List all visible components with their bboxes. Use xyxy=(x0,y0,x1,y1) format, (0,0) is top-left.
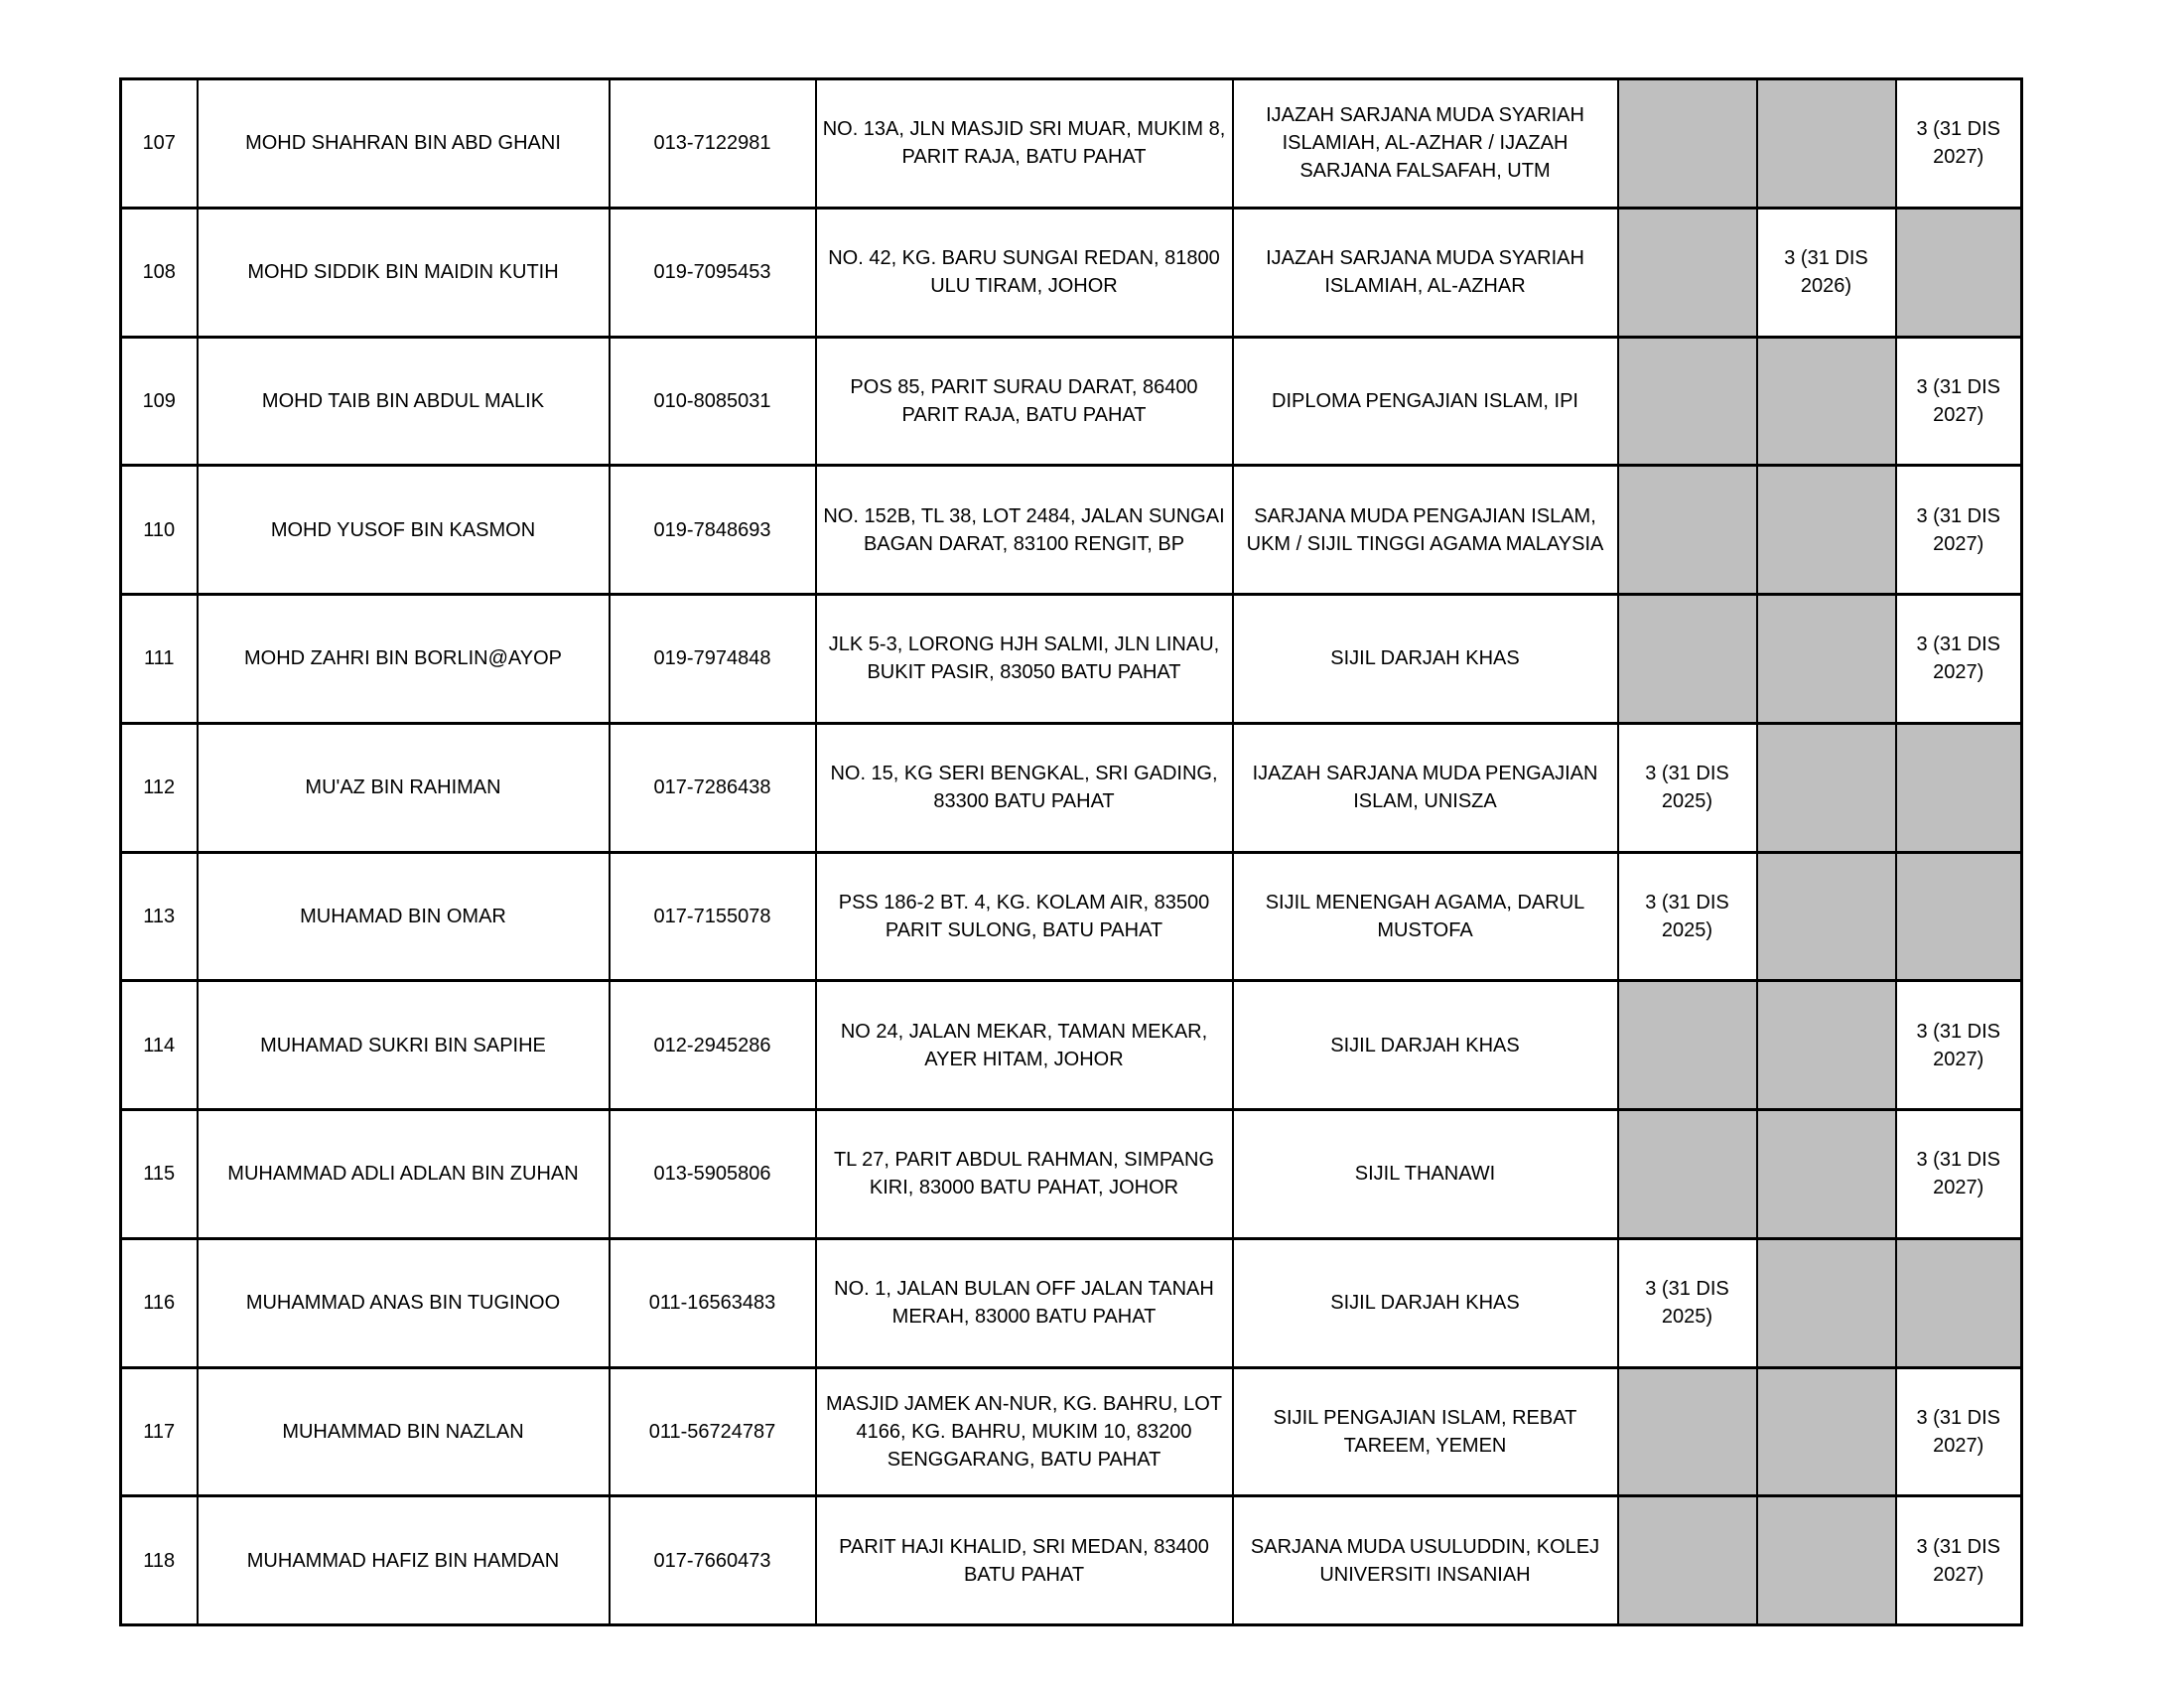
cell-phone: 010-8085031 xyxy=(610,337,816,466)
cell-renewal-2025 xyxy=(1618,466,1757,595)
cell-phone: 013-5905806 xyxy=(610,1110,816,1239)
cell-row-number: 115 xyxy=(121,1110,198,1239)
cell-renewal-2027 xyxy=(1896,852,2022,981)
cell-address: NO. 152B, TL 38, LOT 2484, JALAN SUNGAI BAGAN DARAT, 83100 RENGIT, BP xyxy=(816,466,1233,595)
cell-renewal-2027: 3 (31 DIS 2027) xyxy=(1896,1496,2022,1625)
cell-renewal-2027: 3 (31 DIS 2027) xyxy=(1896,79,2022,209)
cell-address: NO. 13A, JLN MASJID SRI MUAR, MUKIM 8, PARIT RAJA, BATU PAHAT xyxy=(816,79,1233,209)
cell-qualification: IJAZAH SARJANA MUDA PENGAJIAN ISLAM, UNISZA xyxy=(1233,723,1618,852)
cell-qualification: SARJANA MUDA PENGAJIAN ISLAM, UKM / SIJIL TINGGI AGAMA MALAYSIA xyxy=(1233,466,1618,595)
cell-address: POS 85, PARIT SURAU DARAT, 86400 PARIT RAJA, BATU PAHAT xyxy=(816,337,1233,466)
cell-renewal-2027 xyxy=(1896,723,2022,852)
cell-address: PSS 186-2 BT. 4, KG. KOLAM AIR, 83500 PARIT SULONG, BATU PAHAT xyxy=(816,852,1233,981)
cell-row-number: 110 xyxy=(121,466,198,595)
cell-row-number: 111 xyxy=(121,595,198,724)
cell-renewal-2026 xyxy=(1757,852,1896,981)
cell-phone: 011-16563483 xyxy=(610,1238,816,1367)
cell-qualification: SIJIL DARJAH KHAS xyxy=(1233,981,1618,1110)
table-row xyxy=(121,1367,2022,1496)
cell-qualification: IJAZAH SARJANA MUDA SYARIAH ISLAMIAH, AL-AZHAR xyxy=(1233,208,1618,337)
cell-name: MUHAMMAD HAFIZ BIN HAMDAN xyxy=(198,1496,610,1625)
cell-row-number: 108 xyxy=(121,208,198,337)
cell-name: MUHAMMAD ANAS BIN TUGINOO xyxy=(198,1238,610,1367)
cell-renewal-2025 xyxy=(1618,981,1757,1110)
cell-qualification: SIJIL THANAWI xyxy=(1233,1110,1618,1239)
cell-renewal-2026 xyxy=(1757,337,1896,466)
cell-renewal-2027 xyxy=(1896,208,2022,337)
cell-renewal-2025 xyxy=(1618,1496,1757,1625)
cell-name: MOHD TAIB BIN ABDUL MALIK xyxy=(198,337,610,466)
cell-name: MOHD SHAHRAN BIN ABD GHANI xyxy=(198,79,610,209)
cell-renewal-2025: 3 (31 DIS 2025) xyxy=(1618,723,1757,852)
roster-table-sheet xyxy=(119,77,2023,1626)
cell-renewal-2026 xyxy=(1757,1496,1896,1625)
cell-renewal-2027: 3 (31 DIS 2027) xyxy=(1896,1110,2022,1239)
cell-renewal-2027 xyxy=(1896,1238,2022,1367)
cell-renewal-2025: 3 (31 DIS 2025) xyxy=(1618,852,1757,981)
cell-row-number: 116 xyxy=(121,1238,198,1367)
cell-row-number: 118 xyxy=(121,1496,198,1625)
cell-renewal-2026: 3 (31 DIS 2026) xyxy=(1757,208,1896,337)
cell-renewal-2025: 3 (31 DIS 2025) xyxy=(1618,1238,1757,1367)
cell-address: JLK 5-3, LORONG HJH SALMI, JLN LINAU, BUKIT PASIR, 83050 BATU PAHAT xyxy=(816,595,1233,724)
cell-qualification: SARJANA MUDA USULUDDIN, KOLEJ UNIVERSITI INSANIAH xyxy=(1233,1496,1618,1625)
cell-name: MU'AZ BIN RAHIMAN xyxy=(198,723,610,852)
cell-renewal-2026 xyxy=(1757,1367,1896,1496)
cell-name: MUHAMAD BIN OMAR xyxy=(198,852,610,981)
cell-phone: 019-7095453 xyxy=(610,208,816,337)
cell-address: NO. 42, KG. BARU SUNGAI REDAN, 81800 ULU TIRAM, JOHOR xyxy=(816,208,1233,337)
cell-name: MOHD SIDDIK BIN MAIDIN KUTIH xyxy=(198,208,610,337)
cell-phone: 017-7660473 xyxy=(610,1496,816,1625)
cell-renewal-2027: 3 (31 DIS 2027) xyxy=(1896,981,2022,1110)
cell-name: MUHAMMAD BIN NAZLAN xyxy=(198,1367,610,1496)
cell-row-number: 117 xyxy=(121,1367,198,1496)
cell-renewal-2026 xyxy=(1757,595,1896,724)
cell-renewal-2026 xyxy=(1757,1110,1896,1239)
table-row xyxy=(121,595,2022,724)
cell-renewal-2026 xyxy=(1757,79,1896,209)
cell-address: PARIT HAJI KHALID, SRI MEDAN, 83400 BATU PAHAT xyxy=(816,1496,1233,1625)
cell-qualification: DIPLOMA PENGAJIAN ISLAM, IPI xyxy=(1233,337,1618,466)
cell-qualification: IJAZAH SARJANA MUDA SYARIAH ISLAMIAH, AL-AZHAR / IJAZAH SARJANA FALSAFAH, UTM xyxy=(1233,79,1618,209)
cell-renewal-2027: 3 (31 DIS 2027) xyxy=(1896,595,2022,724)
cell-address: NO 24, JALAN MEKAR, TAMAN MEKAR, AYER HITAM, JOHOR xyxy=(816,981,1233,1110)
cell-address: MASJID JAMEK AN-NUR, KG. BAHRU, LOT 4166, KG. BAHRU, MUKIM 10, 83200 SENGGARANG, BATU PAHAT xyxy=(816,1367,1233,1496)
cell-qualification: SIJIL PENGAJIAN ISLAM, REBAT TAREEM, YEMEN xyxy=(1233,1367,1618,1496)
table-row xyxy=(121,1238,2022,1367)
cell-renewal-2025 xyxy=(1618,595,1757,724)
cell-qualification: SIJIL DARJAH KHAS xyxy=(1233,1238,1618,1367)
table-row xyxy=(121,208,2022,337)
cell-address: NO. 15, KG SERI BENGKAL, SRI GADING, 83300 BATU PAHAT xyxy=(816,723,1233,852)
cell-renewal-2026 xyxy=(1757,981,1896,1110)
cell-renewal-2025 xyxy=(1618,1110,1757,1239)
cell-qualification: SIJIL DARJAH KHAS xyxy=(1233,595,1618,724)
cell-address: NO. 1, JALAN BULAN OFF JALAN TANAH MERAH, 83000 BATU PAHAT xyxy=(816,1238,1233,1367)
cell-renewal-2026 xyxy=(1757,466,1896,595)
cell-phone: 013-7122981 xyxy=(610,79,816,209)
cell-phone: 019-7974848 xyxy=(610,595,816,724)
cell-name: MOHD ZAHRI BIN BORLIN@AYOP xyxy=(198,595,610,724)
table-row xyxy=(121,723,2022,852)
cell-phone: 017-7155078 xyxy=(610,852,816,981)
cell-renewal-2025 xyxy=(1618,1367,1757,1496)
cell-row-number: 109 xyxy=(121,337,198,466)
table-row xyxy=(121,1110,2022,1239)
cell-phone: 012-2945286 xyxy=(610,981,816,1110)
table-row xyxy=(121,1496,2022,1625)
cell-address: TL 27, PARIT ABDUL RAHMAN, SIMPANG KIRI, 83000 BATU PAHAT, JOHOR xyxy=(816,1110,1233,1239)
cell-renewal-2027: 3 (31 DIS 2027) xyxy=(1896,1367,2022,1496)
cell-row-number: 107 xyxy=(121,79,198,209)
table-row xyxy=(121,981,2022,1110)
cell-name: MOHD YUSOF BIN KASMON xyxy=(198,466,610,595)
cell-row-number: 114 xyxy=(121,981,198,1110)
cell-renewal-2025 xyxy=(1618,337,1757,466)
table-row xyxy=(121,337,2022,466)
cell-phone: 017-7286438 xyxy=(610,723,816,852)
cell-renewal-2025 xyxy=(1618,79,1757,209)
table-row xyxy=(121,466,2022,595)
cell-qualification: SIJIL MENENGAH AGAMA, DARUL MUSTOFA xyxy=(1233,852,1618,981)
roster-table-body xyxy=(121,79,2022,1625)
roster-table xyxy=(119,77,2023,1626)
cell-phone: 019-7848693 xyxy=(610,466,816,595)
cell-name: MUHAMAD SUKRI BIN SAPIHE xyxy=(198,981,610,1110)
cell-name: MUHAMMAD ADLI ADLAN BIN ZUHAN xyxy=(198,1110,610,1239)
cell-phone: 011-56724787 xyxy=(610,1367,816,1496)
cell-renewal-2026 xyxy=(1757,1238,1896,1367)
table-row xyxy=(121,852,2022,981)
cell-row-number: 112 xyxy=(121,723,198,852)
cell-renewal-2025 xyxy=(1618,208,1757,337)
cell-renewal-2027: 3 (31 DIS 2027) xyxy=(1896,337,2022,466)
cell-row-number: 113 xyxy=(121,852,198,981)
cell-renewal-2026 xyxy=(1757,723,1896,852)
cell-renewal-2027: 3 (31 DIS 2027) xyxy=(1896,466,2022,595)
table-row xyxy=(121,79,2022,209)
